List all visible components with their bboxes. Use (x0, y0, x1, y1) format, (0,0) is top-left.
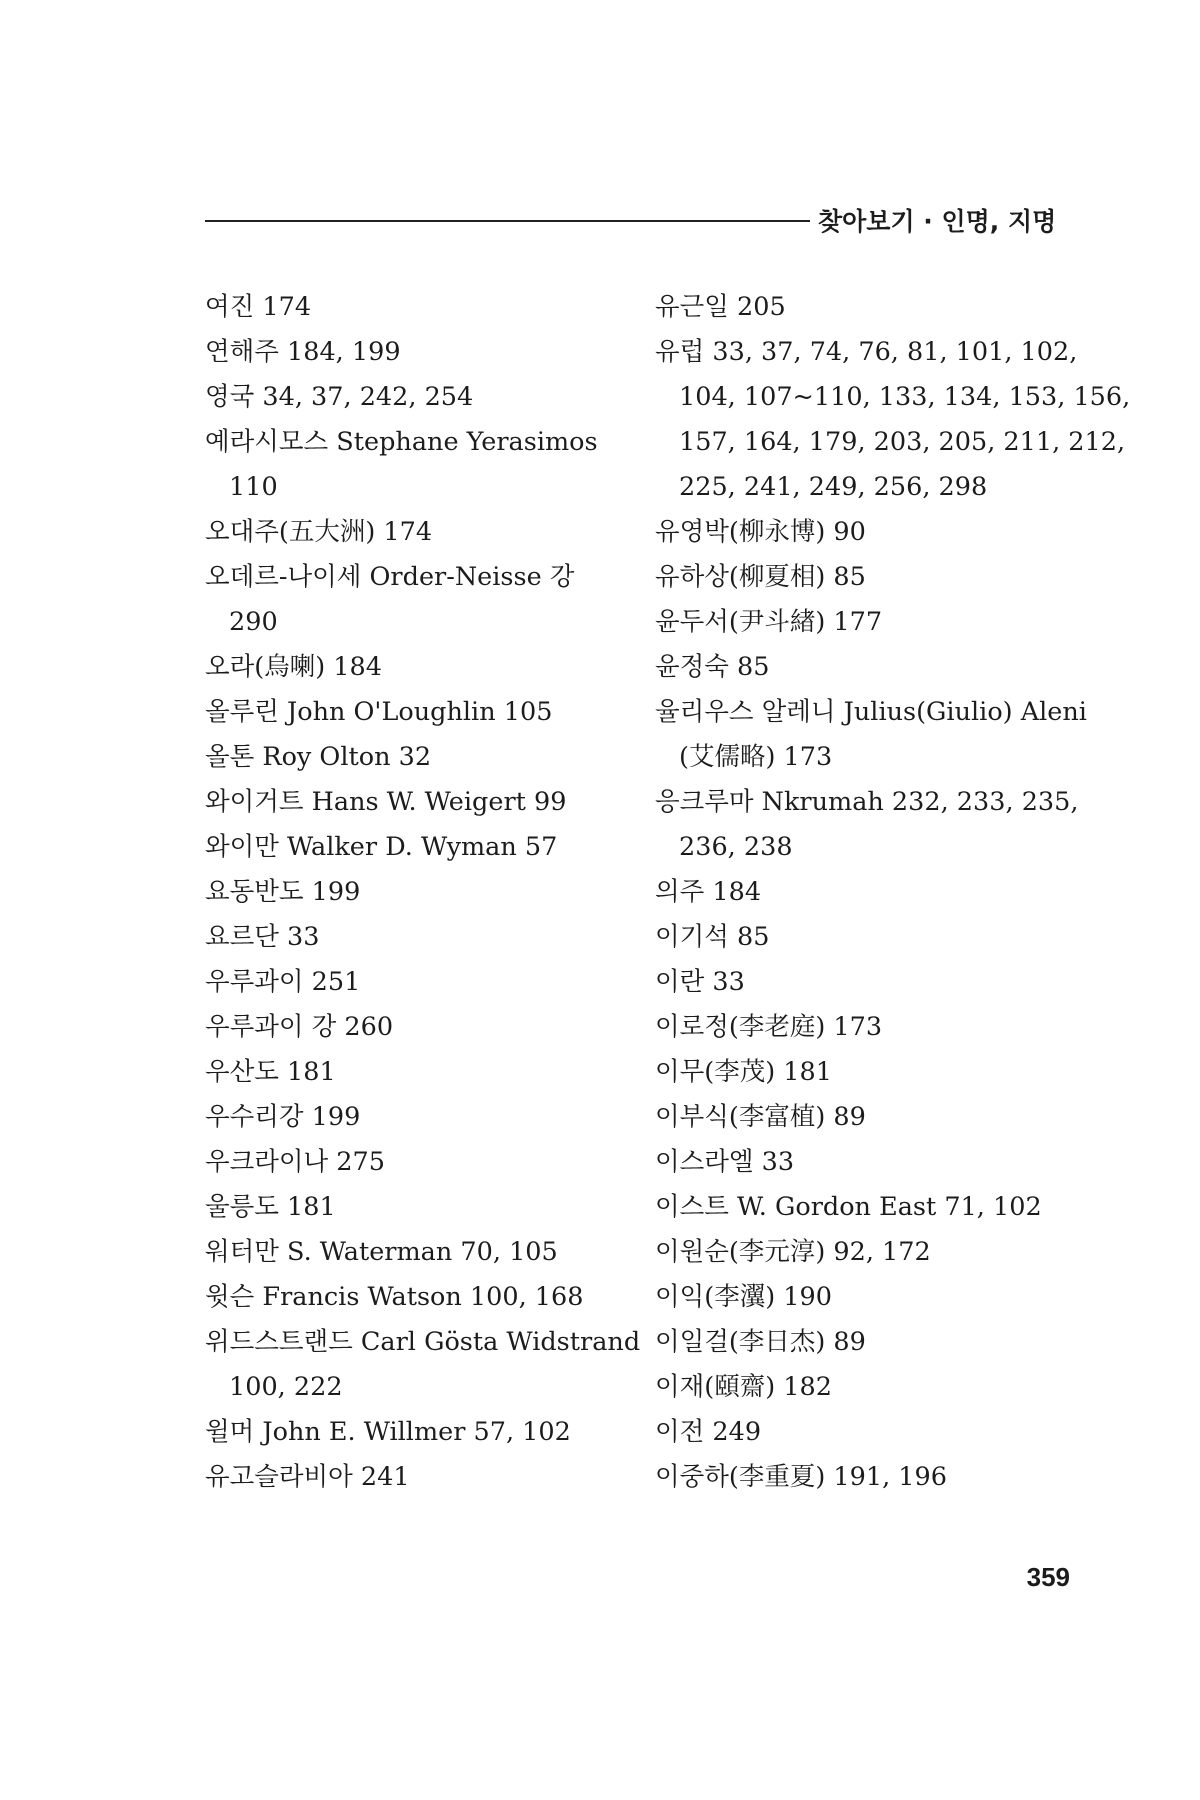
index-entry: 이스트 W. Gordon East 71, 102 (655, 1192, 1042, 1222)
index-entry: 이기석 85 (655, 922, 770, 952)
index-entry: 연해주 184, 199 (205, 337, 401, 367)
index-entry: 요동반도 199 (205, 877, 361, 907)
index-entry: 오데르-나이세 Order-Neisse 강 (205, 562, 575, 592)
index-entry: 이중하(李重夏) 191, 196 (655, 1462, 947, 1492)
page-number: 359 (1026, 1562, 1070, 1592)
index-entry: 위드스트랜드 Carl Gösta Widstrand (205, 1327, 641, 1357)
index-entry: 이재(頤齋) 182 (655, 1372, 832, 1402)
index-entry: 응크루마 Nkrumah 232, 233, 235, (655, 787, 1079, 817)
index-entry: 여진 174 (205, 292, 312, 322)
index-entry: 우루과이 251 (205, 967, 361, 997)
index-entry: 이스라엘 33 (655, 1147, 795, 1177)
index-entry: 우크라이나 275 (205, 1147, 385, 1177)
index-entry: 유고슬라비아 241 (205, 1462, 410, 1492)
index-entry: 유영박(柳永博) 90 (655, 517, 866, 547)
index-column-left (205, 285, 641, 1500)
index-entry-continuation: (艾儒略) 173 (679, 742, 833, 772)
index-entry: 예라시모스 Stephane Yerasimos (205, 427, 598, 457)
index-entry: 유근일 205 (655, 292, 786, 322)
index-entry-continuation: 100, 222 (229, 1372, 343, 1402)
index-entry: 와이거트 Hans W. Weigert 99 (205, 787, 567, 817)
index-entry: 윌머 John E. Willmer 57, 102 (205, 1417, 571, 1447)
index-entry: 요르단 33 (205, 922, 320, 952)
index-entry: 이원순(李元淳) 92, 172 (655, 1237, 931, 1267)
index-entry: 율리우스 알레니 Julius(Giulio) Aleni (655, 697, 1087, 727)
index-entry: 유하상(柳夏相) 85 (655, 562, 866, 592)
index-entry-continuation: 225, 241, 249, 256, 298 (679, 472, 988, 502)
index-column-right (655, 285, 1131, 1500)
index-entry: 올톤 Roy Olton 32 (205, 742, 432, 772)
index-entry: 의주 184 (655, 877, 762, 907)
index-entry-continuation: 104, 107~110, 133, 134, 153, 156, (679, 382, 1131, 412)
index-entry: 이일걸(李日杰) 89 (655, 1327, 866, 1357)
index-entry: 이란 33 (655, 967, 745, 997)
index-entry-continuation: 236, 238 (679, 832, 793, 862)
index-entry: 이익(李瀷) 190 (655, 1282, 832, 1312)
index-entry: 우수리강 199 (205, 1102, 361, 1132)
index-entry: 오대주(五大洲) 174 (205, 517, 433, 547)
index-entry-continuation: 110 (229, 472, 278, 502)
index-entry: 윗슨 Francis Watson 100, 168 (205, 1282, 584, 1312)
index-entry: 윤두서(尹斗緖) 177 (655, 607, 883, 637)
index-entry: 올루린 John O'Loughlin 105 (205, 697, 553, 727)
index-entry: 영국 34, 37, 242, 254 (205, 382, 474, 412)
index-entry: 울릉도 181 (205, 1192, 336, 1222)
header-rule (205, 220, 810, 222)
index-entry: 윤정숙 85 (655, 652, 770, 682)
index-entry: 이부식(李富植) 89 (655, 1102, 866, 1132)
index-entry: 이무(李茂) 181 (655, 1057, 832, 1087)
index-entry: 오라(烏喇) 184 (205, 652, 382, 682)
index-entry: 유럽 33, 37, 74, 76, 81, 101, 102, (655, 337, 1078, 367)
index-entry: 이전 249 (655, 1417, 762, 1447)
running-header: 찾아보기 · 인명, 지명 (818, 207, 1057, 236)
index-entry-continuation: 290 (229, 607, 278, 637)
index-entry: 이로정(李老庭) 173 (655, 1012, 883, 1042)
index-entry-continuation: 157, 164, 179, 203, 205, 211, 212, (679, 427, 1126, 457)
index-entry: 와이만 Walker D. Wyman 57 (205, 832, 558, 862)
index-entry: 우산도 181 (205, 1057, 336, 1087)
index-entry: 워터만 S. Waterman 70, 105 (205, 1237, 558, 1267)
index-entry: 우루과이 강 260 (205, 1012, 394, 1042)
